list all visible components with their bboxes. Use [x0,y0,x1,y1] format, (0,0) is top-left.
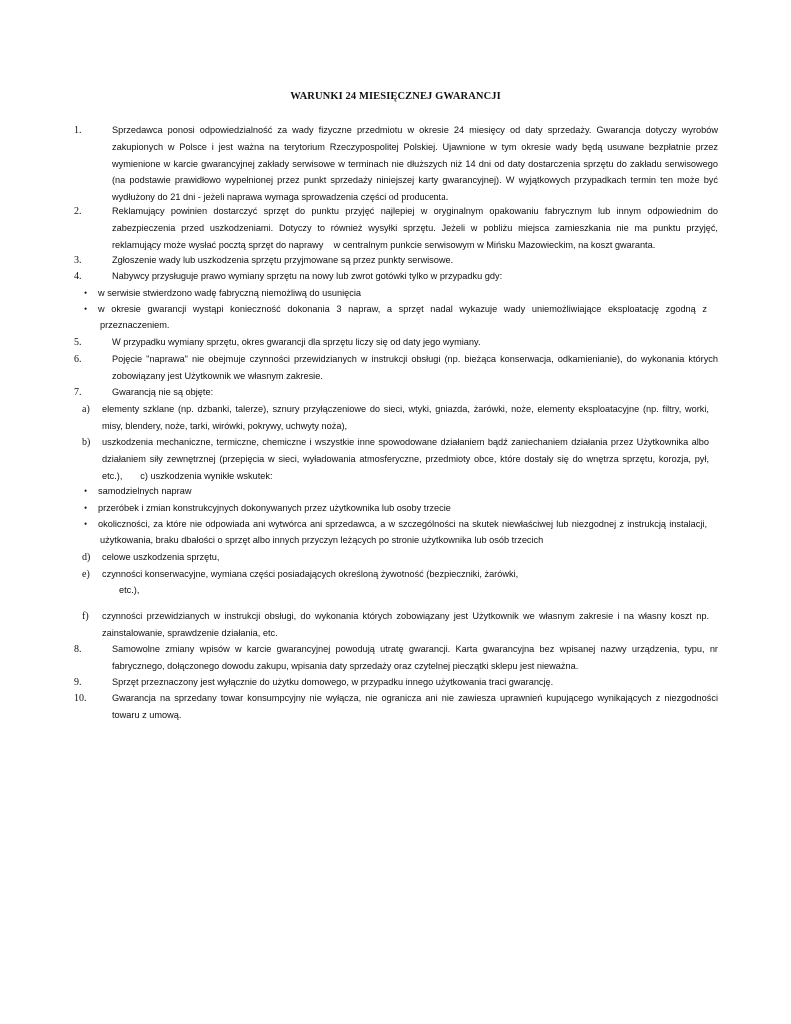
clause-number: 7. [74,387,82,398]
clause-number: 8. [74,644,82,655]
item-text: elementy szklane (np. dzbanki, talerze), sznury przyłączeniowe do sieci, wtyki, gniazda, żarówki, noże, elementy eksploatacyjne (np. filtry, worki, misy, blendery, noże, tarki, wirówki, pokrywy, uchwyty noża), [102,404,709,432]
clause-text: Zgłoszenie wady lub uszkodzenia sprzętu przyjmowane są przez punkty serwisowe. [112,255,454,265]
bullet-text: w okresie gwarancji wystąpi konieczność dokonania 3 napraw, a sprzęt nadal wykazuje wady uniemożliwiające eksploatację zgodną z przeznaczeniem. [98,304,707,331]
item-letter: e) [82,569,90,580]
clause-number: 3. [74,255,82,266]
clause-number: 5. [74,337,82,348]
bullet-item [84,285,707,301]
document-title: WARUNKI 24 MIESIĘCZNEJ GWARANCJI [290,91,501,102]
bullet-text: w serwisie stwierdzono wadę fabryczną niemożliwą do usunięcia [98,288,361,298]
clause-text: W przypadku wymiany sprzętu, okres gwarancji dla sprzętu liczy się od daty jego wymiany. [112,337,481,347]
clause-4 [74,268,718,285]
bullet-item [84,516,707,549]
item-letter: f) [82,611,89,622]
bullet-marker: • [84,519,88,529]
clause-text: Pojęcie "naprawa" nie obejmuje czynności przewidzianych w instrukcji obsługi (np. bieżąca konserwacja, odkamienianie), do wykonania których zobowiązany jest Użytkownik we własnym zakresie. [112,354,718,382]
bullet-item [84,301,707,334]
clause-9 [74,674,718,691]
bullet-marker: • [84,304,88,314]
clause-number: 2. [74,206,82,217]
clause-number: 9. [74,677,82,688]
clause-text: Reklamujący powinien dostarczyć sprzęt do punktu przyjęć najlepiej w oryginalnym opakowaniu fabrycznym lub innym odpowiednim do zabezpieczenia przed uszkodzeniami. Dotyczy to również wysyłki sprzętu. Jeżeli w pobliżu miejsca zamieszkania nie ma punktu przyjęć, reklamujący może wysłać pocztą sprzęt do naprawy w centralnym punkcie serwisowym w Mińsku Mazowieckim, na koszt gwaranta. [112,206,721,250]
bullet-marker: • [84,503,88,513]
item-letter: b) [82,437,91,448]
clause-text: Samowolne zmiany wpisów w karcie gwarancyjnej powodują utratę gwarancji. Karta gwarancyjna bez wpisanej nazwy urządzenia, typu, nr fabrycznego, dołączonego dowodu zakupu, wpisania daty sprzedaży oraz czytelnej pieczątki sklepu jest nieważna. [112,644,718,672]
lettered-item-d [82,549,709,566]
item-letter: d) [82,552,91,563]
clause-text-tail: od producenta. [388,191,449,203]
bullet-item [84,483,707,499]
clause-6 [74,351,718,385]
bullet-text: samodzielnych napraw [98,486,192,496]
bullet-text: okoliczności, za które nie odpowiada ani wytwórca ani sprzedawca, a w szczególności na skutek niewłaściwej lub niezgodnej z instrukcją instalacji, użytkowania, braku dbałości o sprzęt albo innych przyczyn leżących po stronie użytkownika lub osób trzecich [98,519,707,546]
lettered-item-b [82,434,712,484]
item-text: czynności przewidzianych w instrukcji obsługi, do wykonania których zobowiązany jest Użytkownik we własnym zakresie i na własny koszt np. zainstalowanie, sprawdzenie działania, etc. [102,611,709,639]
clause-1 [74,122,729,206]
clause-text: Gwarancja na sprzedany towar konsumpcyjny nie wyłącza, nie ogranicza ani nie zawiesza uprawnień kupującego wynikających z niezgodności towaru z umową. [112,693,718,721]
clause-text: Gwarancją nie są objęte: [112,387,214,397]
item-text: czynności konserwacyjne, wymiana części posiadających określoną żywotność (bezpieczniki, żarówki, [102,569,519,579]
clause-number: 6. [74,354,82,365]
clause-number: 1. [74,125,82,136]
clause-text: Sprzęt przeznaczony jest wyłącznie do użytku domowego, w przypadku innego użytkowania traci gwarancję. [112,677,554,687]
lettered-item-a [82,401,709,435]
lettered-item-e-continuation: etc.), [119,585,140,595]
bullet-marker: • [84,288,88,298]
item-text: celowe uszkodzenia sprzętu, [102,552,220,562]
clause-text: Sprzedawca ponosi odpowiedzialność za wady fizyczne przedmiotu w okresie 24 miesięcy od daty sprzedaży. Gwarancja dotyczy wyrobów zakupionych w Polsce i jest ważna na terytorium Rzeczypospolitej Polskiej. Ujawnione w tym okresie wady będą usuwane bezpłatnie przez wymienione w karcie gwarancyjnej zakłady serwisowe w terminach nie dłuższych niż 14 dni od daty dostarczenia sprzętu do zakładu serwisowego (na podstawie prawidłowo wypełnionej przez punkt sprzedaży niniejszej karty gwarancyjnej). W wyjątkowych przypadkach termin ten może być wydłużony do 21 dni - jeżeli naprawa wymaga sprowadzenia części [112,125,729,202]
bullet-marker: • [84,486,88,496]
clause-text: Nabywcy przysługuje prawo wymiany sprzętu na nowy lub zwrot gotówki tylko w przypadku gdy: [112,271,503,281]
bullet-text: przeróbek i zmian konstrukcyjnych dokonywanych przez użytkownika lub osoby trzecie [98,503,451,513]
bullet-item [84,500,707,516]
clause-3 [74,252,718,269]
item-letter: a) [82,404,90,415]
clause-5 [74,334,718,351]
clause-8 [74,641,718,675]
item-text: uszkodzenia mechaniczne, termiczne, chemiczne i wszystkie inne spowodowane działaniem bądź zaniechaniem działania przez Użytkownika albo działaniem siły zewnętrznej (przepięcia w sieci, wyładowania atmosferyczne, przedmioty obce, które dostały się do wnętrza sprzętu, korozja, pył, etc.), c) uszkodzenia wynikłe wskutek: [102,437,712,481]
clause-number: 4. [74,271,82,282]
clause-7 [74,384,718,401]
clause-2 [74,203,721,253]
lettered-item-e [82,566,709,583]
clause-10 [74,690,718,724]
clause-number: 10. [74,693,87,704]
lettered-item-f [82,608,709,642]
